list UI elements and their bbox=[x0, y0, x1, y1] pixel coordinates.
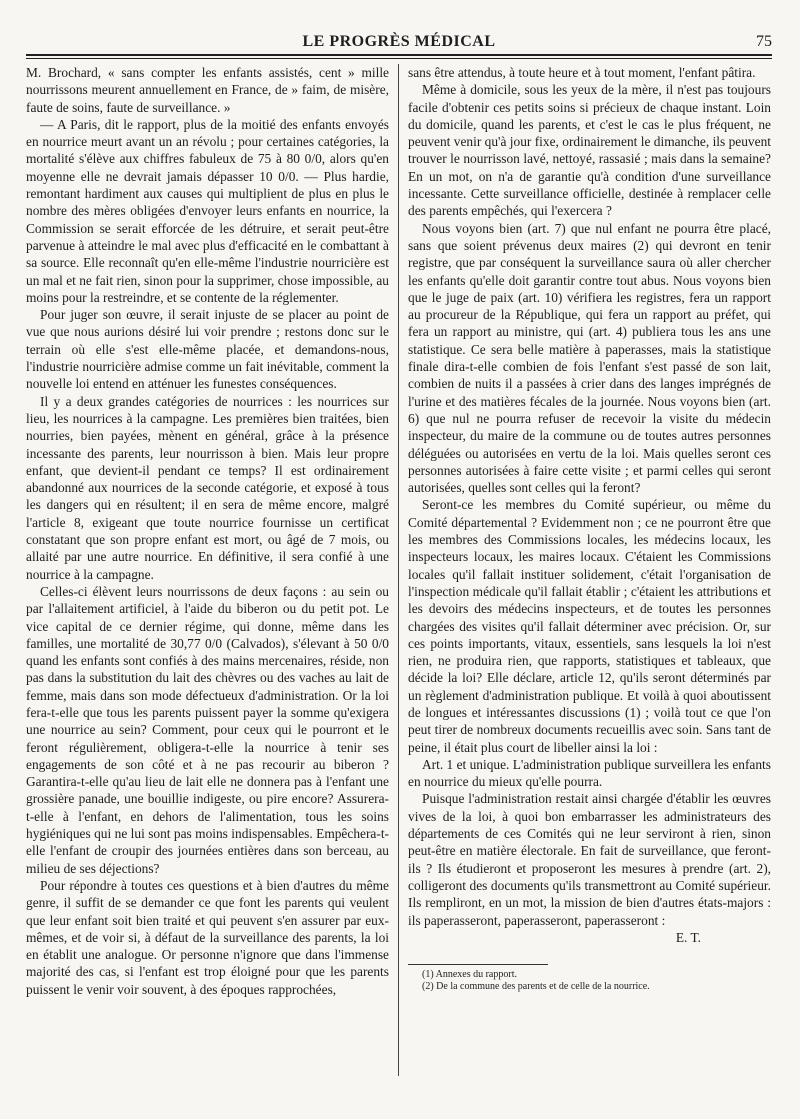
footnote-rule bbox=[408, 964, 548, 965]
paragraph: Pour répondre à toutes ces questions et à bien d'autres du même genre, il suffit de se demander ce que font les parents qui veulent que leur enfant soit bien traité et qui peuvent s'en assurer par eux-mêmes, et de voir si, à défaut de la surveillance des parents, la loi en établit une analogue. Or personne n'ignore que dans l'immense majorité des cas, si l'enfant est trop éloigné pour que les parents puissent le venir voir souvent, à des époques rapprochées, bbox=[26, 877, 389, 997]
paragraph: — A Paris, dit le rapport, plus de la moitié des enfants envoyés en nourrice meurt avant un an révolu ; pour certaines catégories, la mortalité s'élève aux chiffres fabuleux de 75 à 80 0/0, alors qu'en moyenne elle ne devrait jamais dépasser 10 0/0. — Plus hardie, remontant hardiment aux causes qui multiplient de plus en plus le nombre des mères obligées d'envoyer leurs enfants en nourrice, la Commission se serait efforcée de les détruire, et serait peut-être parvenue à atteindre le mal avec plus d'efficacité en le combattant à sa source. Elle reconnaît qu'en elle-même l'industrie nourricière est un mal et ne fait rien, sinon pour la supprimer, chose impossible, au moins pour la restreindre, et se contente de la réglementer. bbox=[26, 116, 389, 305]
footnote: (1) Annexes du rapport. bbox=[422, 969, 517, 981]
footnote: (2) De la commune des parents et de celle de la nourrice. bbox=[422, 981, 650, 993]
paragraph: sans être attendus, à toute heure et à tout moment, l'enfant pâtira. bbox=[408, 65, 756, 80]
paragraph: Nous voyons bien (art. 7) que nul enfant ne pourra être placé, sans que soient prévenus deux maires (2) qui devront en tenir registre, que par conséquent la surveillance saura où aller chercher les enfants qu'elle doit garantir contre tout abus. Nous voyons bien que le juge de paix (art. 10) vérifiera les registres, fera un rapport au procureur de la République, qui fera un rapport au préfet, qui fera un rapport au ministre, qui (art. 4) publiera tous les ans une statistique. Ce sera belle matière à paperasses, mais la statistique finale dira-t-elle combien de fois l'enfant s'est passé de son lait, combien de nuits il a passées à crier dans des langes imprégnés de l'urine et des matières fécales de la journée. Nous voyons bien (art. 6) que nul ne pourra refuser de recevoir la visite du médecin inspecteur, du maire de la commune ou de toutes autres personnes déléguées ou autorisées en vertu de la loi. Mais quelles seront ces personnes autorisées à faire cette visite ; et parmi celles qui seront autorisées, quelles sont celles qui la feront? bbox=[408, 220, 771, 496]
paragraph: M. Brochard, « sans compter les enfants assistés, cent » mille nourrissons meurent annuellement en France, de » faim, de misère, faute de soins, faute de surveillance. » bbox=[26, 65, 389, 115]
right-column bbox=[408, 64, 771, 1095]
paragraph: Même à domicile, sous les yeux de la mère, il n'est pas toujours facile d'obtenir ces petits soins si précieux de chaque instant. Loin du domicile, quand les parents, et c'est le cas le plus fréquent, ne peuvent venir qu'à jour fixe, ordinairement le dimanche, ils peuvent trouver le nourrisson lavé, nettoyé, rassasié ; mais dans la semaine? En un mot, on n'a de garantie qu'à condition d'une surveillance incessante. Cette surveillance officielle, destinée à remplacer celle des parents empêchés, qui l'exercera ? bbox=[408, 82, 771, 219]
column-divider bbox=[398, 64, 399, 1076]
text-columns bbox=[26, 64, 772, 1095]
left-column bbox=[26, 64, 389, 1095]
journal-title: LE PROGRÈS MÉDICAL bbox=[302, 33, 496, 50]
paragraph: Puisque l'administration restait ainsi chargée d'établir les œuvres vives de la loi, à quoi bon embarrasser les administrateurs des départements de ces Comités qui ne leur serviront à rien, sinon peut-être en matière électorale. En fait de surveillance, que feront-ils ? Ils étudieront et proposeront les mesures à prendre (art. 2), colligeront des documents qu'ils transmettront au Comité supérieur. Ils rempliront, en un mot, la mission de bien d'autres états-majors : ils paperasseront, paperasseront, paperasseront : bbox=[408, 791, 771, 928]
page-number: 75 bbox=[756, 33, 772, 50]
footnotes bbox=[408, 964, 771, 993]
paragraph: Pour juger son œuvre, il serait injuste de se placer au point de vue que nous aurions désiré lui voir prendre ; restons donc sur le terrain où elle s'est elle-même placée, et demandons-nous, l'industrie nourricière admise comme un fait inévitable, comment la nouvelle loi entend en atténuer les funestes conséquences. bbox=[26, 307, 389, 392]
paragraph: Art. 1 et unique. L'administration publique surveillera les enfants en nourrice du mieux qu'elle pourra. bbox=[408, 756, 771, 790]
header-rule-thin bbox=[26, 58, 772, 59]
paragraph: Celles-ci élèvent leurs nourrissons de deux façons : au sein ou par l'allaitement artificiel, à l'aide du biberon ou du petit pot. Le vice capital de ce dernier régime, qui donne, même dans les familles, une mortalité de 30,77 0/0 (Calvados), s'élevant à 50 0/0 quand les enfants sont confiés à des mains mercenaires, réside, non pas dans la substitution du lait des chèvres ou des vaches au lait de femme, mais dans son mode défectueux d'administration. Or la loi fera-t-elle que tous les parents puissent payer la somme qu'exigera une nourrice au sein? Comment, pour ceux qui le pourront et le feront régulièrement, obligera-t-elle la nourrice à tenir ses engagements de son côté et à ne pas recourir au biberon ? Garantira-t-elle qu'au lieu de lait elle ne donnera pas à l'enfant une grossière panade, une bouillie indigeste, ou pire encore? Assurera-t-elle à l'enfant, en dehors de l'alimentation, tous les soins hygiéniques qui ne lui sont pas moins indispensables. Empêchera-t-elle l'enfant de croupir des journées entières dans son berceau, au milieu de ses déjections? bbox=[26, 583, 389, 876]
header-rule bbox=[26, 54, 772, 56]
paragraph: Il y a deux grandes catégories de nourrices : les nourrices sur lieu, les nourrices à la campagne. Les premières bien traitées, bien nourries, bien payées, mènent en général, grâce à la présence incessante des parents, leur nourrisson à bien. Mais leur propre enfant, que devient-il pendant ce temps? Il est ordinairement abandonné aux nourrices de la seconde catégorie, et exposé à tous les dangers qui en résultent; il en sera de même encore, malgré l'article 8, exigeant que toute nourrice fournisse un certificat constatant que son propre enfant est mort, ou âgé de 7 mois, ou allaité par une autre nourrice. En définitive, il sera confié à une nourrice à la campagne. bbox=[26, 393, 389, 582]
signature: E. T. bbox=[675, 929, 701, 945]
paragraph: Seront-ce les membres du Comité supérieur, ou même du Comité départemental ? Evidemment non ; ce ne pourront être que les membres des Commissions locales, les médecins locaux, les inspecteurs locaux, les maires locaux. C'étaient les Commissions locales qu'il fallait instituer solidement, c'était l'organisation de l'inspection médicale qu'il fallait établir ; c'étaient les attributions et les devoirs des médecins inspecteurs, et de toutes les personnes chargées des visites qu'il fallait déterminer avec précision. Or, sur ces points importants, vitaux, essentiels, sans lesquels la loi n'est rien, ne produira rien, que rapports, statistiques et tableaux, que décide la loi? Elle déclare, article 12, qu'ils seront déterminés par un règlement d'administration publique. Et voilà à quoi aboutissent de longues et intéressantes discussions (1) ; voilà tout ce que l'on peut tirer de nombreux documents recueillis avec soin. Sans tant de peine, il était plus court de libeller ainsi la loi : bbox=[408, 497, 771, 755]
page-header bbox=[26, 0, 772, 52]
